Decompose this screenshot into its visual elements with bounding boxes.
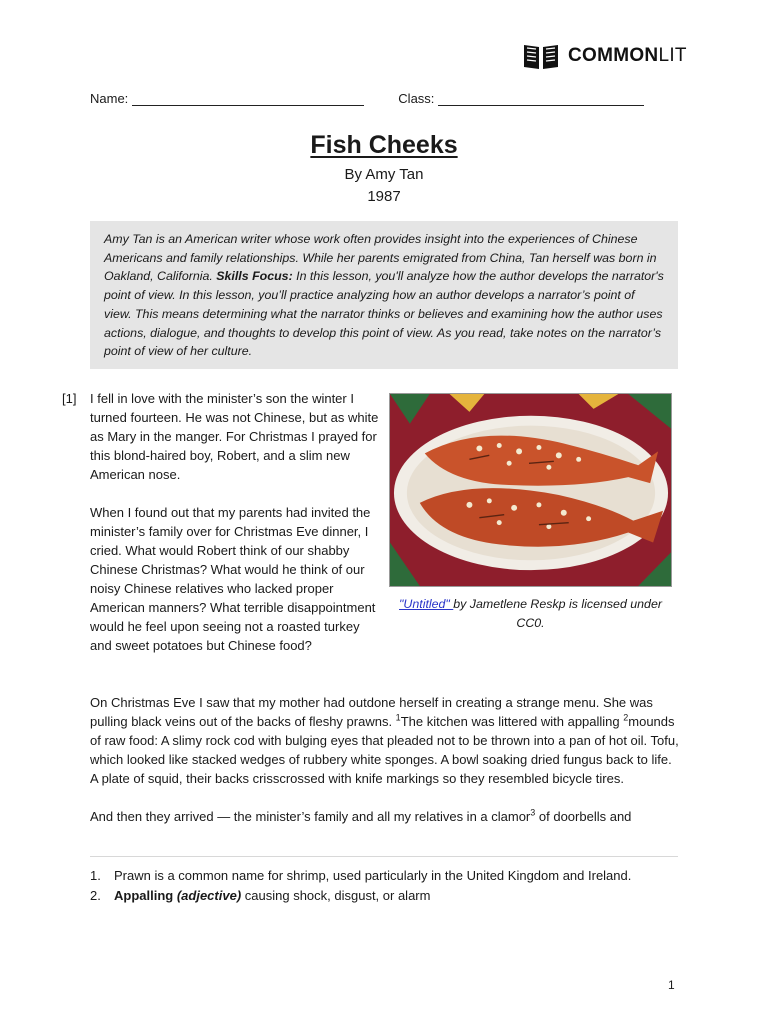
paragraph-2: When I found out that my parents had invited the minister’s family over for Christmas Eve dinner, I cried. What would Robert think of our shabby Chinese Christmas? What would he think of our noisy Chinese relatives who lacked proper American manners? What terrible disappointment would he feel upon seeing not a roasted turkey and sweet potatoes but Chinese food? [90, 505, 376, 653]
intro-text-continued: In this lesson, you'll analyze how the author develops the narrator's point of view. In this lesson, you’ll practice analyzing how an author develops a narrator’s point of view. This means determining what the narrator thinks or believes and examining how the author uses actions, dialogue, and thoughts to develop this point of view. As you read, take notes on the narrator’s point of view of her culture. [104, 269, 664, 359]
intro-box [90, 221, 678, 369]
footnote-number: 1. [90, 868, 101, 883]
paragraph-4: And then they arrived — the minister’s family and all my relatives in a clamor$^3$ of doorbells and [90, 807, 632, 824]
class-blank-line [438, 93, 644, 106]
commonlit-logo [522, 42, 687, 70]
footnote-definition: causing shock, disgust, or alarm [241, 888, 431, 903]
class-field [398, 91, 644, 106]
footnote-ref-3[interactable]: 3 [530, 807, 536, 818]
logo-text: COMMONLIT [568, 45, 687, 66]
skills-focus-label: Skills Focus: [216, 269, 293, 284]
intro-text: Amy Tan is an American writer whose work often provides insight into the experiences of Chinese Americans and family relationships. While her parents emigrated from China, Tan herself was born in Oakland, California. [104, 232, 657, 284]
footnote-divider [90, 856, 678, 857]
document-title: Fish Cheeks [310, 131, 458, 159]
body-column [90, 389, 380, 674]
paragraph-1: I fell in love with the minister’s son the winter I turned fourteen. He was not Chinese, but as white as Mary in the manger. For Christmas I prayed for this blond-haired boy, Robert, and a slim new American nose. [90, 391, 379, 482]
caption-license-text: by Jametlene Reskp is licensed under CC0. [453, 597, 662, 630]
footnote-number: 2. [90, 888, 101, 903]
open-book-icon [522, 42, 560, 70]
footnote-text [114, 886, 430, 906]
paragraph-3: On Christmas Eve I saw that my mother had outdone herself in creating a strange menu. She was pulling black veins out of the backs of fleshy prawns. $^1$The kitchen was littered with appalling $^2$mounds of raw food: A slimy rock cod with bulging eyes that pleaded not to be thrown into a pan of hot oil. Tofu, which looked like stacked wedges of rubbery white sponges. A bowl soaking dried fungus back to life. A plate of squid, their backs crisscrossed with knife markings so they resembled bicycle tires. [90, 695, 679, 786]
name-label: Name: [90, 91, 129, 106]
name-field [90, 91, 364, 106]
author-byline: By Amy Tan [344, 166, 424, 183]
footnote-item [90, 886, 690, 906]
name-blank-line [132, 93, 364, 106]
footnote-item [90, 866, 690, 886]
fish-photo [389, 393, 672, 587]
publication-year: 1987 [367, 188, 401, 205]
footnote-ref-1[interactable]: 1 [395, 712, 401, 723]
paragraph-marker: [1] [62, 391, 77, 406]
page-number: 1 [668, 978, 675, 992]
footnote-term: Appalling [114, 888, 174, 903]
body-full-width [90, 693, 680, 845]
class-label: Class: [398, 91, 435, 106]
footnote-part-of-speech: (adjective) [176, 888, 242, 903]
image-source-link[interactable]: "Untitled" [399, 597, 454, 611]
footnote-text: Prawn is a common name for shrimp, used particularly in the United Kingdom and Ireland. [114, 868, 632, 883]
footnotes-list [90, 866, 690, 906]
image-caption [389, 595, 672, 633]
footnote-ref-2[interactable]: 2 [623, 712, 629, 723]
name-class-row [90, 91, 680, 106]
